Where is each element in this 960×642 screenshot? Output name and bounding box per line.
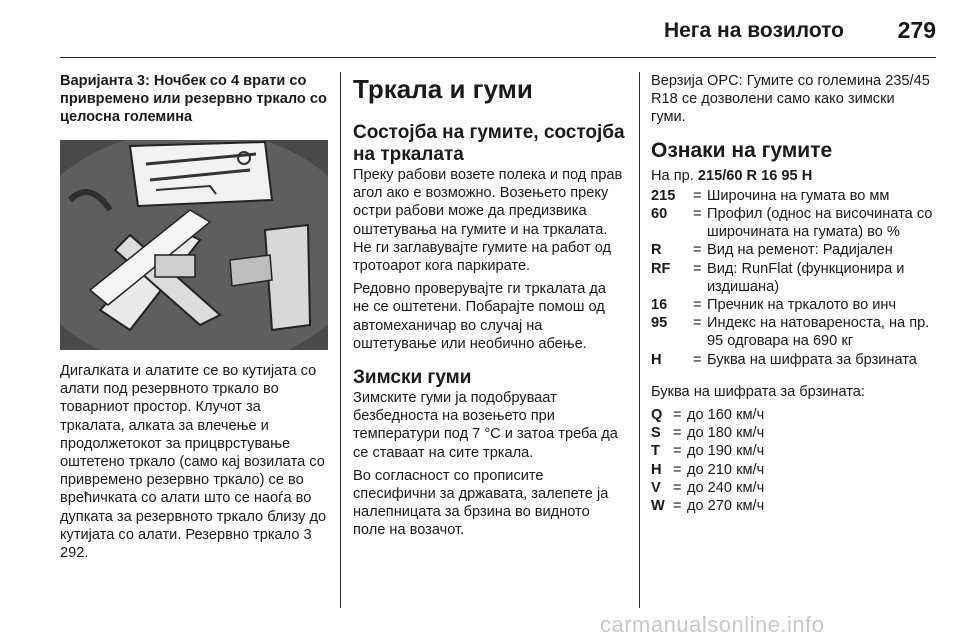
page-reference-icon: 3	[303, 526, 312, 543]
column-divider-1	[340, 72, 341, 608]
list-item: 16 = Пречник на тркалото во инч	[651, 297, 897, 314]
list-item: RF = Вид: RunFlat (функционира и издишана)	[651, 260, 905, 295]
list-item: R = Вид на ременот: Радијален	[651, 242, 893, 259]
list-item: 60 = Профил (однос на височината со широчината на гумата) во %	[651, 206, 933, 241]
watermark: carmanualsonline.info	[600, 612, 825, 637]
speed-code-intro: Буква на шифрата за брзината:	[651, 383, 865, 400]
example-line	[651, 167, 933, 185]
tyre-markings-heading: Ознаки на гумите	[651, 138, 833, 162]
list-item: Q = до 160 км/ч	[651, 407, 765, 424]
speed-code-list	[651, 406, 933, 515]
list-item: W = до 270 км/ч	[651, 498, 765, 515]
column-divider-2	[639, 72, 640, 608]
page-number: 279	[897, 17, 936, 43]
tyre-condition-text-1: Преку рабови возете полека и под прав агол ако е возможно. Возењето преку остри рабови може да предизвика оштетувања на гумите и на тркалата. Не ги заглавувајте гумите на работ од тротоарот кога паркирате.	[353, 167, 623, 275]
jack-and-tools-image	[60, 140, 328, 350]
list-item: 215 = Широчина на гумата во мм	[651, 187, 890, 204]
column-right	[651, 72, 933, 515]
tool-kit-illustration	[60, 140, 328, 350]
example-code: 215/60 R 16 95 H	[697, 167, 813, 184]
tyre-code-definitions	[651, 187, 933, 369]
page-header	[60, 0, 936, 58]
tool-location-text	[60, 362, 328, 562]
winter-tyres-heading: Зимски гуми	[353, 367, 472, 389]
list-item: 95 = Индекс на натовареноста, на пр. 95 одговара на 690 кг	[651, 315, 930, 350]
reference-page: 292.	[60, 545, 89, 562]
list-item: S = до 180 км/ч	[651, 425, 765, 442]
tyre-condition-text-2: Редовно проверувајте ги тркалата да не се оштетени. Побарајте помош од автомеханичар во случај на оштетување или необично абење.	[353, 281, 607, 352]
chapter-title: Тркала и гуми	[353, 74, 533, 104]
list-item: V = до 240 км/ч	[651, 479, 765, 496]
list-item: H = до 210 км/ч	[651, 461, 765, 478]
column-left	[60, 72, 328, 567]
list-item: H = Буква на шифрата за брзината	[651, 351, 917, 368]
section-title: Нега на возилото	[663, 19, 844, 42]
list-item: T = до 190 км/ч	[651, 443, 765, 460]
opc-version-text: Верзија OPC: Гумите со големина 235/45 R18 се дозволени само како зимски гуми.	[651, 73, 930, 126]
column-middle	[353, 72, 625, 545]
tool-location-body: Дигалката и алатите се во кутијата со алати под резервното тркало во товарниот простор. Клучот за тркалата, алката за влечење и продолжетокот за прицврстување оштетено тркало (само кај возилата со привремено резервно тркало) се во врећичката со алати што се наоѓа во дупката за резервното тркало близу до кутијата со алати. Резервно тркало	[60, 363, 327, 543]
variant-heading: Варијанта 3: Ночбек со 4 врати со привремено или резервно тркало со целосна големина	[60, 73, 327, 125]
tyre-condition-heading: Состојба на гумите, состојба на тркалата	[353, 122, 625, 165]
winter-tyres-text-2: Во согласност со прописите спесифични за државата, залепете ја налепницата за брзина во видното поле на возачот.	[353, 467, 609, 539]
winter-tyres-text-1: Зимските гуми ја подобруваат безбедноста на возењето при температури под 7 °C и затоа треба да се ставаат на сите тркала.	[353, 390, 618, 461]
example-prefix: На пр.	[651, 167, 698, 184]
